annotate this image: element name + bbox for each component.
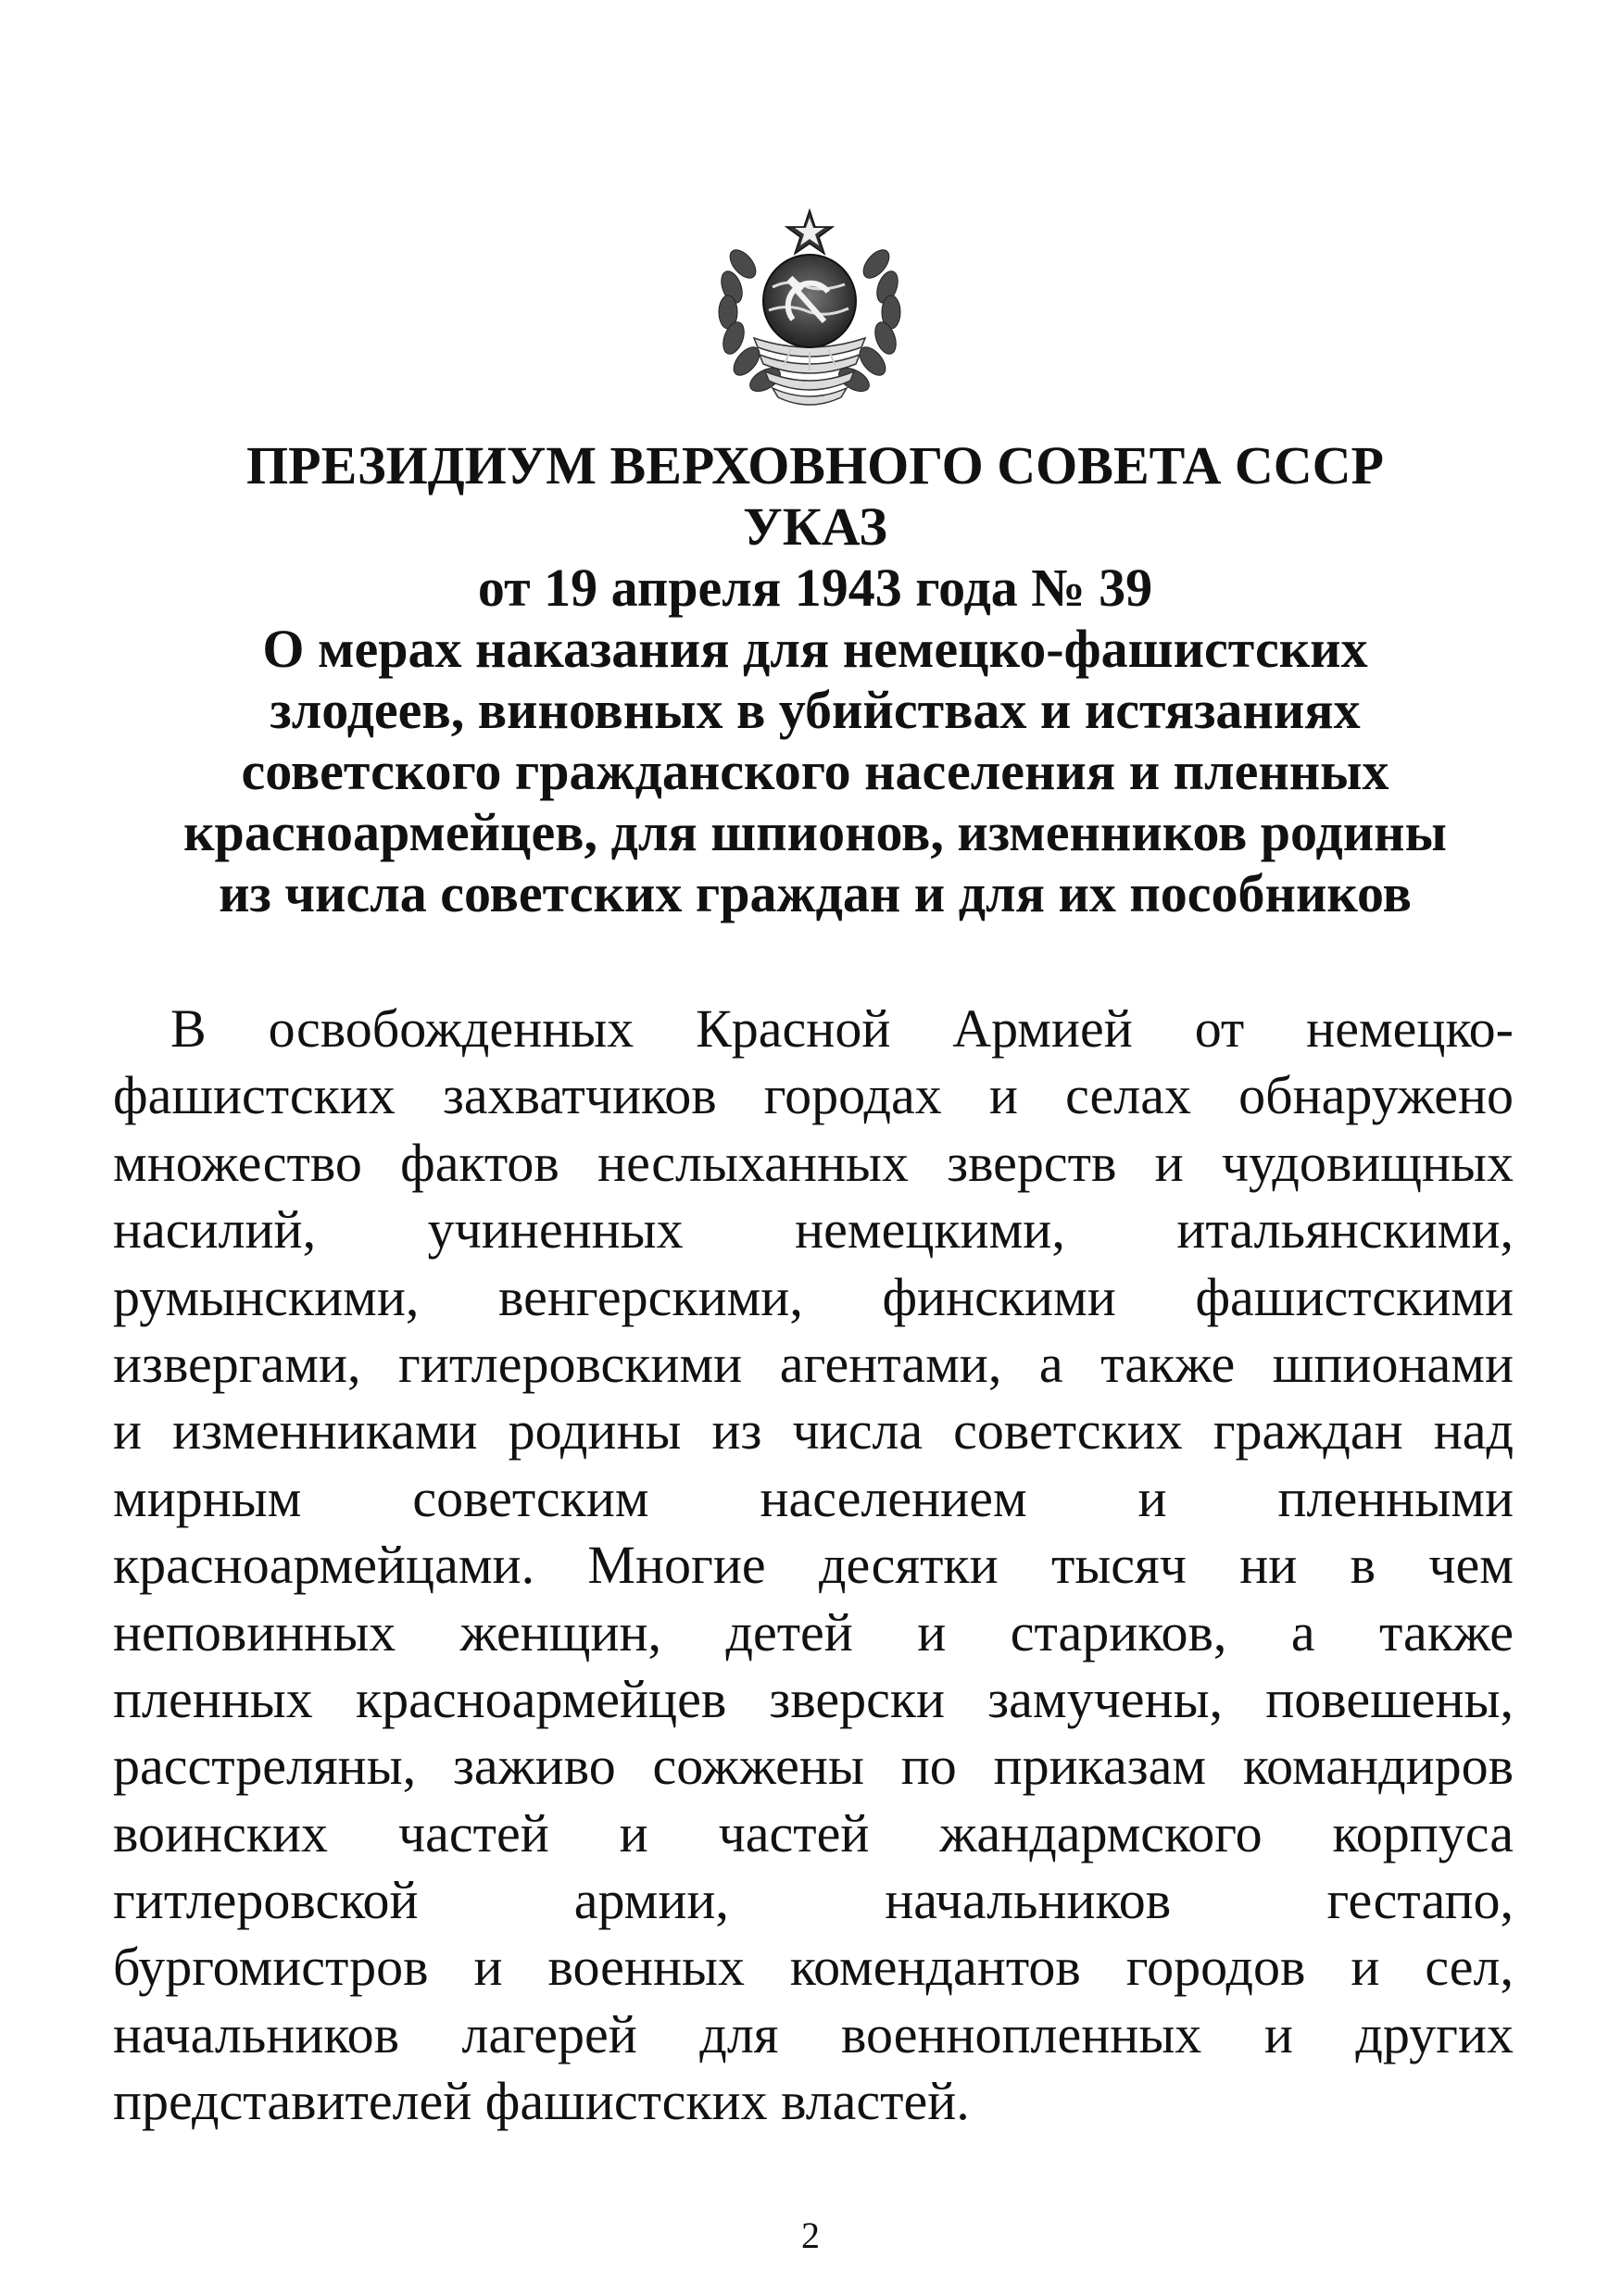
body-line: извергами, гитлеровскими агентами, а также шпионами [113, 1333, 1514, 1394]
body-line: насилий, учиненных немецкими, итальянскими, [113, 1199, 1514, 1261]
decree-title-line: злодеев, виновных в убийствах и истязаниях [270, 680, 1361, 740]
date-and-number: от 19 апреля 1943 года № 39 [477, 558, 1153, 618]
decree-title-line: красноармейцев, для шпионов, изменников родины [183, 802, 1447, 862]
body-line: и изменниками родины из числа советских граждан над [113, 1400, 1514, 1462]
body-line: гитлеровской армии, начальников гестапо, [113, 1870, 1514, 1931]
body-line: расстреляны, заживо сожжены по приказам командиров [113, 1736, 1514, 1797]
body-line: представителей фашистских властей. [113, 2071, 970, 2132]
decree-header [93, 435, 1538, 924]
decree-body-paragraph [113, 996, 1514, 2136]
issuing-body: ПРЕЗИДИУМ ВЕРХОВНОГО СОВЕТА СССР [246, 435, 1384, 496]
body-line: воинских частей и частей жандармского корпуса [113, 1802, 1514, 1863]
page-number: 2 [801, 2214, 820, 2256]
body-line: мирным советским населением и пленными [113, 1467, 1514, 1528]
state-emblem [698, 199, 921, 421]
body-line: красноармейцами. Многие десятки тысяч ни в чем [113, 1535, 1514, 1596]
decree-title-line: из числа советских граждан и для их пособников [219, 863, 1412, 923]
decree-title-line: О мерах наказания для немецко-фашистских [262, 619, 1368, 679]
document-type: УКАЗ [743, 496, 887, 557]
body-line: пленных красноармейцев зверски замучены, повешены, [113, 1668, 1514, 1729]
body-line: фашистских захватчиков городах и селах обнаружено [113, 1065, 1514, 1126]
body-line: множество фактов неслыханных зверств и чудовищных [113, 1132, 1514, 1193]
body-line: начальников лагерей для военнопленных и других [113, 2003, 1514, 2064]
body-line: бургомистров и военных комендантов городов и сел, [113, 1937, 1514, 1998]
body-line: неповинных женщин, детей и стариков, а также [113, 1601, 1514, 1662]
decree-title-line: советского гражданского населения и пленных [241, 741, 1389, 801]
body-line: румынскими, венгерскими, финскими фашистскими [113, 1266, 1514, 1327]
body-line: В освобожденных Красной Армией от немецко- [170, 998, 1514, 1059]
